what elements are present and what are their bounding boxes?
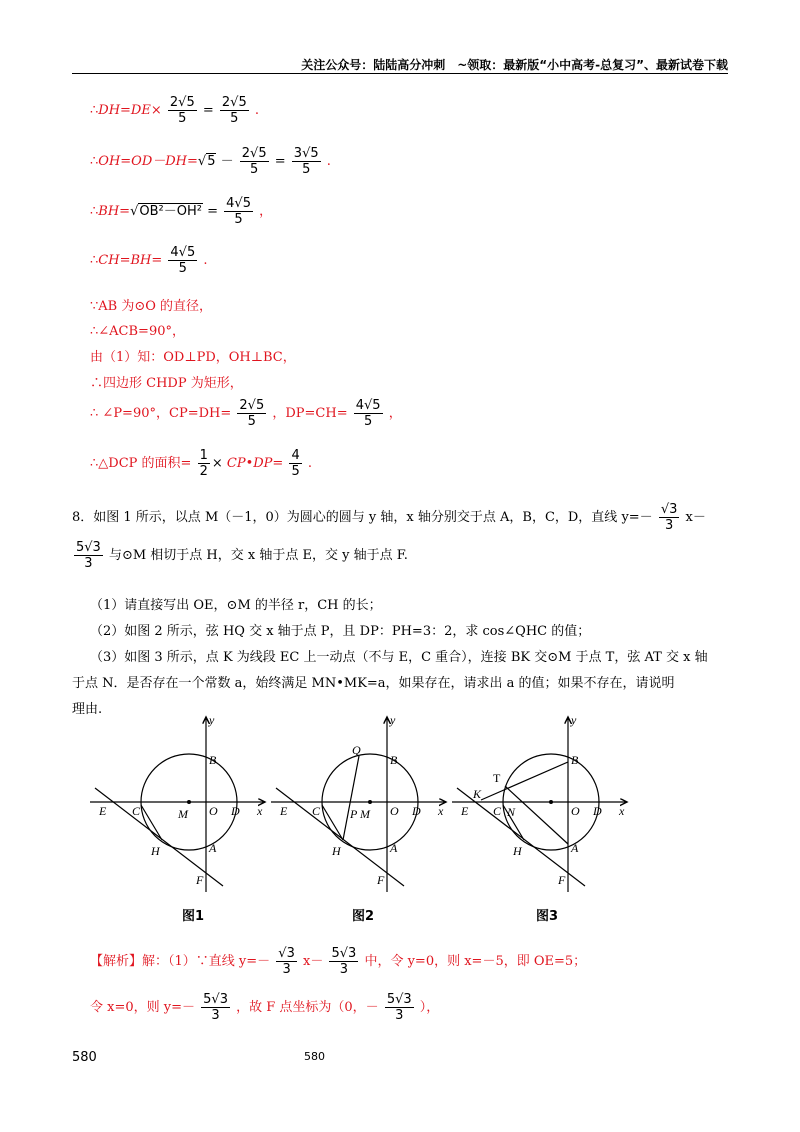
dh-lhs: DH=DE× <box>98 103 162 118</box>
half-frac: $\frac{1}{2}$ <box>199 448 208 479</box>
svg-text:x: x <box>619 804 625 818</box>
analysis-frac-4: $\frac{5√3}{3}$ <box>386 992 412 1023</box>
svg-text:C: C <box>312 804 321 818</box>
intercept-frac: $\frac{5√3}{3}$ <box>76 540 101 571</box>
area-frac: $\frac{4}{5}$ <box>291 448 300 479</box>
analysis-line-2: 令 x=0，则 y=－ $\frac{5√3}{3}$ ，故 F 点坐标为（0，－ $\frac{5√3}{3}$ ）， <box>90 992 440 1023</box>
problem-part-3c: 理由. <box>72 702 103 717</box>
svg-text:C: C <box>493 804 502 818</box>
svg-text:O: O <box>209 804 218 818</box>
dh-frac-2: $\frac{2√5}{5}$ <box>221 95 247 126</box>
sol-line-ch: ∴CH=BH= $\frac{4√5}{5}$ . <box>90 245 208 276</box>
svg-text:B: B <box>390 753 398 767</box>
svg-text:y: y <box>390 713 396 727</box>
figure-3 <box>452 713 627 892</box>
figure-2-label: 图2 <box>352 909 375 924</box>
bh-frac: $\frac{4√5}{5}$ <box>226 196 251 227</box>
svg-text:K: K <box>473 787 482 801</box>
problem-part-2: （2）如图 2 所示，弦 HQ 交 x 轴于点 P，且 DP：PH=3：2，求 cos∠QHC 的值； <box>90 624 591 639</box>
dh-frac-1: $\frac{2√5}{5}$ <box>169 95 195 126</box>
oh-frac-1: $\frac{2√5}{5}$ <box>241 146 267 177</box>
page-number-left: 580 <box>72 1050 97 1065</box>
equals: = <box>202 103 214 118</box>
geometry-figures <box>85 712 725 927</box>
bh-lhs: BH= <box>98 204 131 219</box>
sol-line-from1: 由（1）知：OD⊥PD，OH⊥BC， <box>90 350 296 365</box>
svg-text:O: O <box>390 804 399 818</box>
problem-part-3b: 于点 N．是否存在一个常数 a，始终满足 MN•MK=a，如果存在，请求出 a 的值；如果不存在，请说明 <box>72 676 675 691</box>
analysis-frac-3: $\frac{5√3}{3}$ <box>203 992 228 1023</box>
svg-text:x: x <box>438 804 444 818</box>
svg-text:H: H <box>151 844 160 858</box>
svg-text:D: D <box>593 804 602 818</box>
oh-frac-2: $\frac{3√5}{5}$ <box>293 146 319 177</box>
oh-root: √5 <box>197 154 216 169</box>
svg-text:E: E <box>280 804 288 818</box>
sol-line-acb: ∴∠ACB=90°， <box>90 324 185 339</box>
figure-2 <box>271 713 446 892</box>
problem-line-2: $\frac{5√3}{3}$ 与⊙M 相切于点 H，交 x 轴于点 E，交 y 轴于点 F. <box>76 540 408 571</box>
svg-text:M: M <box>360 807 370 821</box>
svg-text:B: B <box>571 753 579 767</box>
svg-text:P: P <box>350 807 358 821</box>
cp-frac: $\frac{2√5}{5}$ <box>239 398 265 429</box>
problem-part-1: （1）请直接写出 OE，⊙M 的半径 r，CH 的长； <box>90 598 382 613</box>
figure-3-label: 图3 <box>536 909 559 924</box>
svg-text:B: B <box>209 753 217 767</box>
analysis-tag: 【解析】 <box>90 954 143 969</box>
ch-lhs: CH=BH= <box>98 253 163 268</box>
slope-frac: $\frac{√3}{3}$ <box>660 502 678 533</box>
problem-part-3a: （3）如图 3 所示，点 K 为线段 EC 上一动点（不与 E，C 重合），连接 BK 交⊙M 于点 T，弦 AT 交 x 轴 <box>90 650 708 665</box>
ch-frac: $\frac{4√5}{5}$ <box>170 245 196 276</box>
label-y: y <box>209 713 215 727</box>
svg-text:y: y <box>571 713 577 727</box>
svg-text:C: C <box>132 804 141 818</box>
analysis-frac-1: $\frac{√3}{3}$ <box>278 946 295 977</box>
bh-root: √OB²－OH² <box>130 204 202 219</box>
therefore-symbol: ∴ <box>90 103 99 118</box>
dp-frac: $\frac{4√5}{5}$ <box>355 398 381 429</box>
analysis-frac-2: $\frac{5√3}{3}$ <box>331 946 357 977</box>
svg-text:F: F <box>558 873 566 887</box>
svg-text:D: D <box>412 804 421 818</box>
svg-text:x: x <box>257 804 263 818</box>
sol-line-oh: ∴OH=OD－DH=√5 － $\frac{2√5}{5}$ = $\frac{3√5}{5}$ . <box>90 146 331 177</box>
svg-text:A: A <box>209 841 217 855</box>
problem-line-1: 8．如图 1 所示，以点 M（－1，0）为圆心的圆与 y 轴，x 轴分别交于点 A，B，C，D，直线 y=－ $\frac{√3}{3}$ x－ <box>72 502 706 533</box>
sol-line-cp-dp: ∴ ∠P=90°，CP=DH= $\frac{2√5}{5}$ ，DP=CH= $\frac{4√5}{5}$ ， <box>90 398 402 429</box>
figure-1 <box>90 713 265 892</box>
svg-text:Q: Q <box>352 743 361 757</box>
svg-text:A: A <box>390 841 398 855</box>
figure-1-label: 图1 <box>182 909 205 924</box>
svg-text:E: E <box>99 804 107 818</box>
oh-lhs: OH=OD－DH= <box>98 154 198 169</box>
sol-line-rect: ∴四边形 CHDP 为矩形， <box>90 376 243 391</box>
svg-text:H: H <box>513 844 522 858</box>
sol-line-ab: ∵AB 为⊙O 的直径， <box>90 299 213 314</box>
svg-text:D: D <box>231 804 240 818</box>
svg-text:H: H <box>332 844 341 858</box>
analysis-line-1: 【解析】解：（1）∵直线 y=－ $\frac{√3}{3}$ x－ $\frac{5√3}{3}$ 中，令 y=0，则 x=－5，即 OE=5； <box>90 946 587 977</box>
svg-text:A: A <box>571 841 579 855</box>
svg-text:T: T <box>493 771 501 785</box>
svg-text:N: N <box>507 805 516 819</box>
page-number-center: 580 <box>304 1050 325 1063</box>
svg-text:F: F <box>196 873 204 887</box>
sol-line-bh: ∴BH=√OB²－OH² = $\frac{4√5}{5}$ ， <box>90 196 273 227</box>
sol-line-area: ∴△DCP 的面积= $\frac{1}{2}$ × CP•DP= $\frac{4}{5}$ . <box>90 448 313 479</box>
svg-text:O: O <box>571 804 580 818</box>
svg-text:M: M <box>178 807 188 821</box>
page-header: 关注公众号：陆陆高分冲刺 ~领取：最新版“小中高考-总复习”、最新试卷下载 <box>72 56 728 74</box>
svg-text:F: F <box>377 873 385 887</box>
svg-text:E: E <box>461 804 469 818</box>
sol-line-dh: ∴DH=DE× $\frac{2√5}{5}$ = $\frac{2√5}{5}$ . <box>90 95 260 126</box>
